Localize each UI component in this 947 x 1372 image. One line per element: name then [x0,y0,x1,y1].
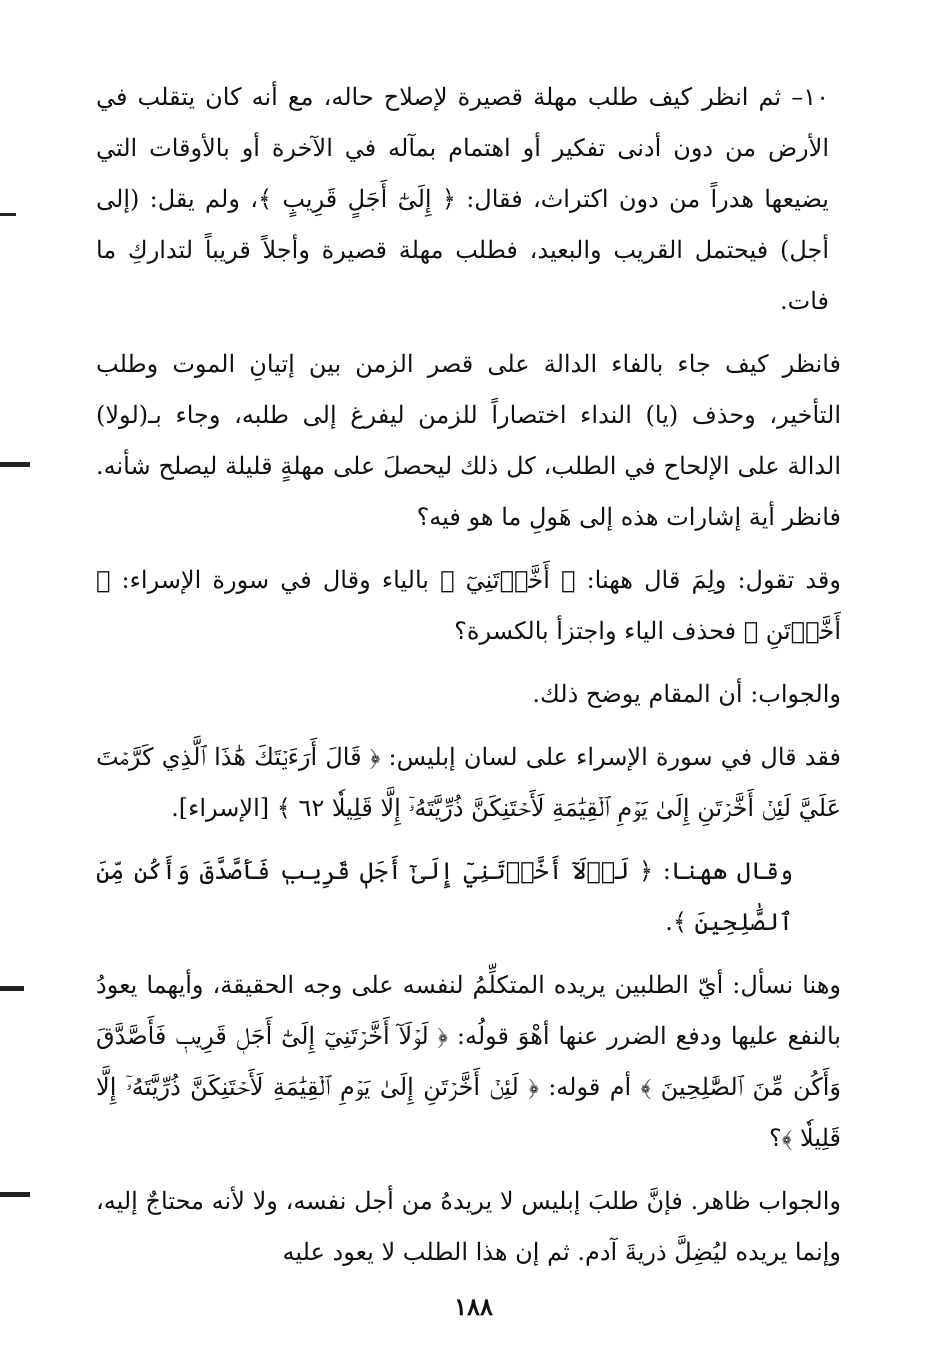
paragraph-2: فانظر كيف جاء بالفاء الدالة على قصر الزمن بين إتيانِ الموت وطلب التأخير، وحذف (يا) النداء اختصاراً للزمن ليفرغ إلى طلبه، وجاء بـ(لولا) الدالة على الإلحاح في الطلب، كل ذلك ليحصلَ على مهلةٍ قليلة ليصلح شأنه. فانظر أية إشارات هذه إلى هَولِ ما هو فيه؟ [96,350,841,531]
paragraph-3: وقد تقول: ولِمَ قال ههنا: ﴿ أَخَّرۡتَنِيٓ ﴾ بالياء وقال في سورة الإسراء: ﴿ أَخَّرۡتَنِ ﴾ فحذف الياء واجتزأ بالكسرة؟ [96,566,841,645]
margin-mark [0,986,24,991]
page-number: ١٨٨ [454,1292,493,1321]
paragraph-7: وهنا نسأل: أيّ الطلبين يريده المتكلِّمُ لنفسه على وجه الحقيقة، وأيهما يعودُ بالنفع عليها ودفع الضرر عنها أهْوَ قولُه: ﴿ لَوۡلَآ أَخَّرۡتَنِيٓ إِلَىٰٓ أَجَلٖ قَرِيبٖ فَأَصَّدَّقَ وَأَكُن مِّنَ ٱلصَّٰلِحِينَ ﴾ أم قوله: ﴿ لَئِنۡ أَخَّرۡتَنِ إِلَىٰ يَوۡمِ ٱلۡقِيَٰمَةِ لَأَحۡتَنِكَنَّ ذُرِّيَّتَهُۥٓ إِلَّا قَلِيلٗا ﴾؟ [96,971,841,1152]
paragraph-8: والجواب ظاهر. فإنَّ طلبَ إبليس لا يريدهُ من أجل نفسه، ولا لأنه محتاجٌ إليه، وإنما يريده ليُضِلَّ ذريةَ آدم. ثم إن هذا الطلب لا يعود عليه [96,1187,841,1266]
margin-mark [0,213,16,216]
paragraph-6: وقال ههنا: ﴿ لَوۡلَآ أَخَّرۡتَنِيٓ إِلَىٰٓ أَجَلٖ قَرِيبٖ فَأَصَّدَّقَ وَأَكُن مِّنَ ٱلصَّٰلِحِينَ ﴾. [96,857,793,936]
page-body [96,72,841,1290]
margin-mark [0,1192,30,1197]
margin-mark [0,462,30,467]
paragraph-5: فقد قال في سورة الإسراء على لسان إبليس: ﴿ قَالَ أَرَءَيۡتَكَ هَٰذَا ٱلَّذِي كَرَّمۡتَ عَلَيَّ لَئِنۡ أَخَّرۡتَنِ إِلَىٰ يَوۡمِ ٱلۡقِيَٰمَةِ لَأَحۡتَنِكَنَّ ذُرِّيَّتَهُۥٓ إِلَّا قَلِيلٗا ٦٢ ﴾ [الإسراء]. [96,743,841,822]
paragraph-4: والجواب: أن المقام يوضح ذلك. [532,680,841,708]
paragraph-1: ١٠– ثم انظر كيف طلب مهلة قصيرة لإصلاح حاله، مع أنه كان يتقلب في الأرض من دون أدنى تفكير أو اهتمام بمآله في الآخرة أو بالأوقات التي يضيعها هدراً من دون اكتراث، فقال: ﴿ إِلَىٰٓ أَجَلٍ قَرِيبٍ ﴾، ولم يقل: (إلى أجل) فيحتمل القريب والبعيد، فطلب مهلة قصيرة وأجلاً قريباً لتداركِ ما فات. [96,83,830,315]
